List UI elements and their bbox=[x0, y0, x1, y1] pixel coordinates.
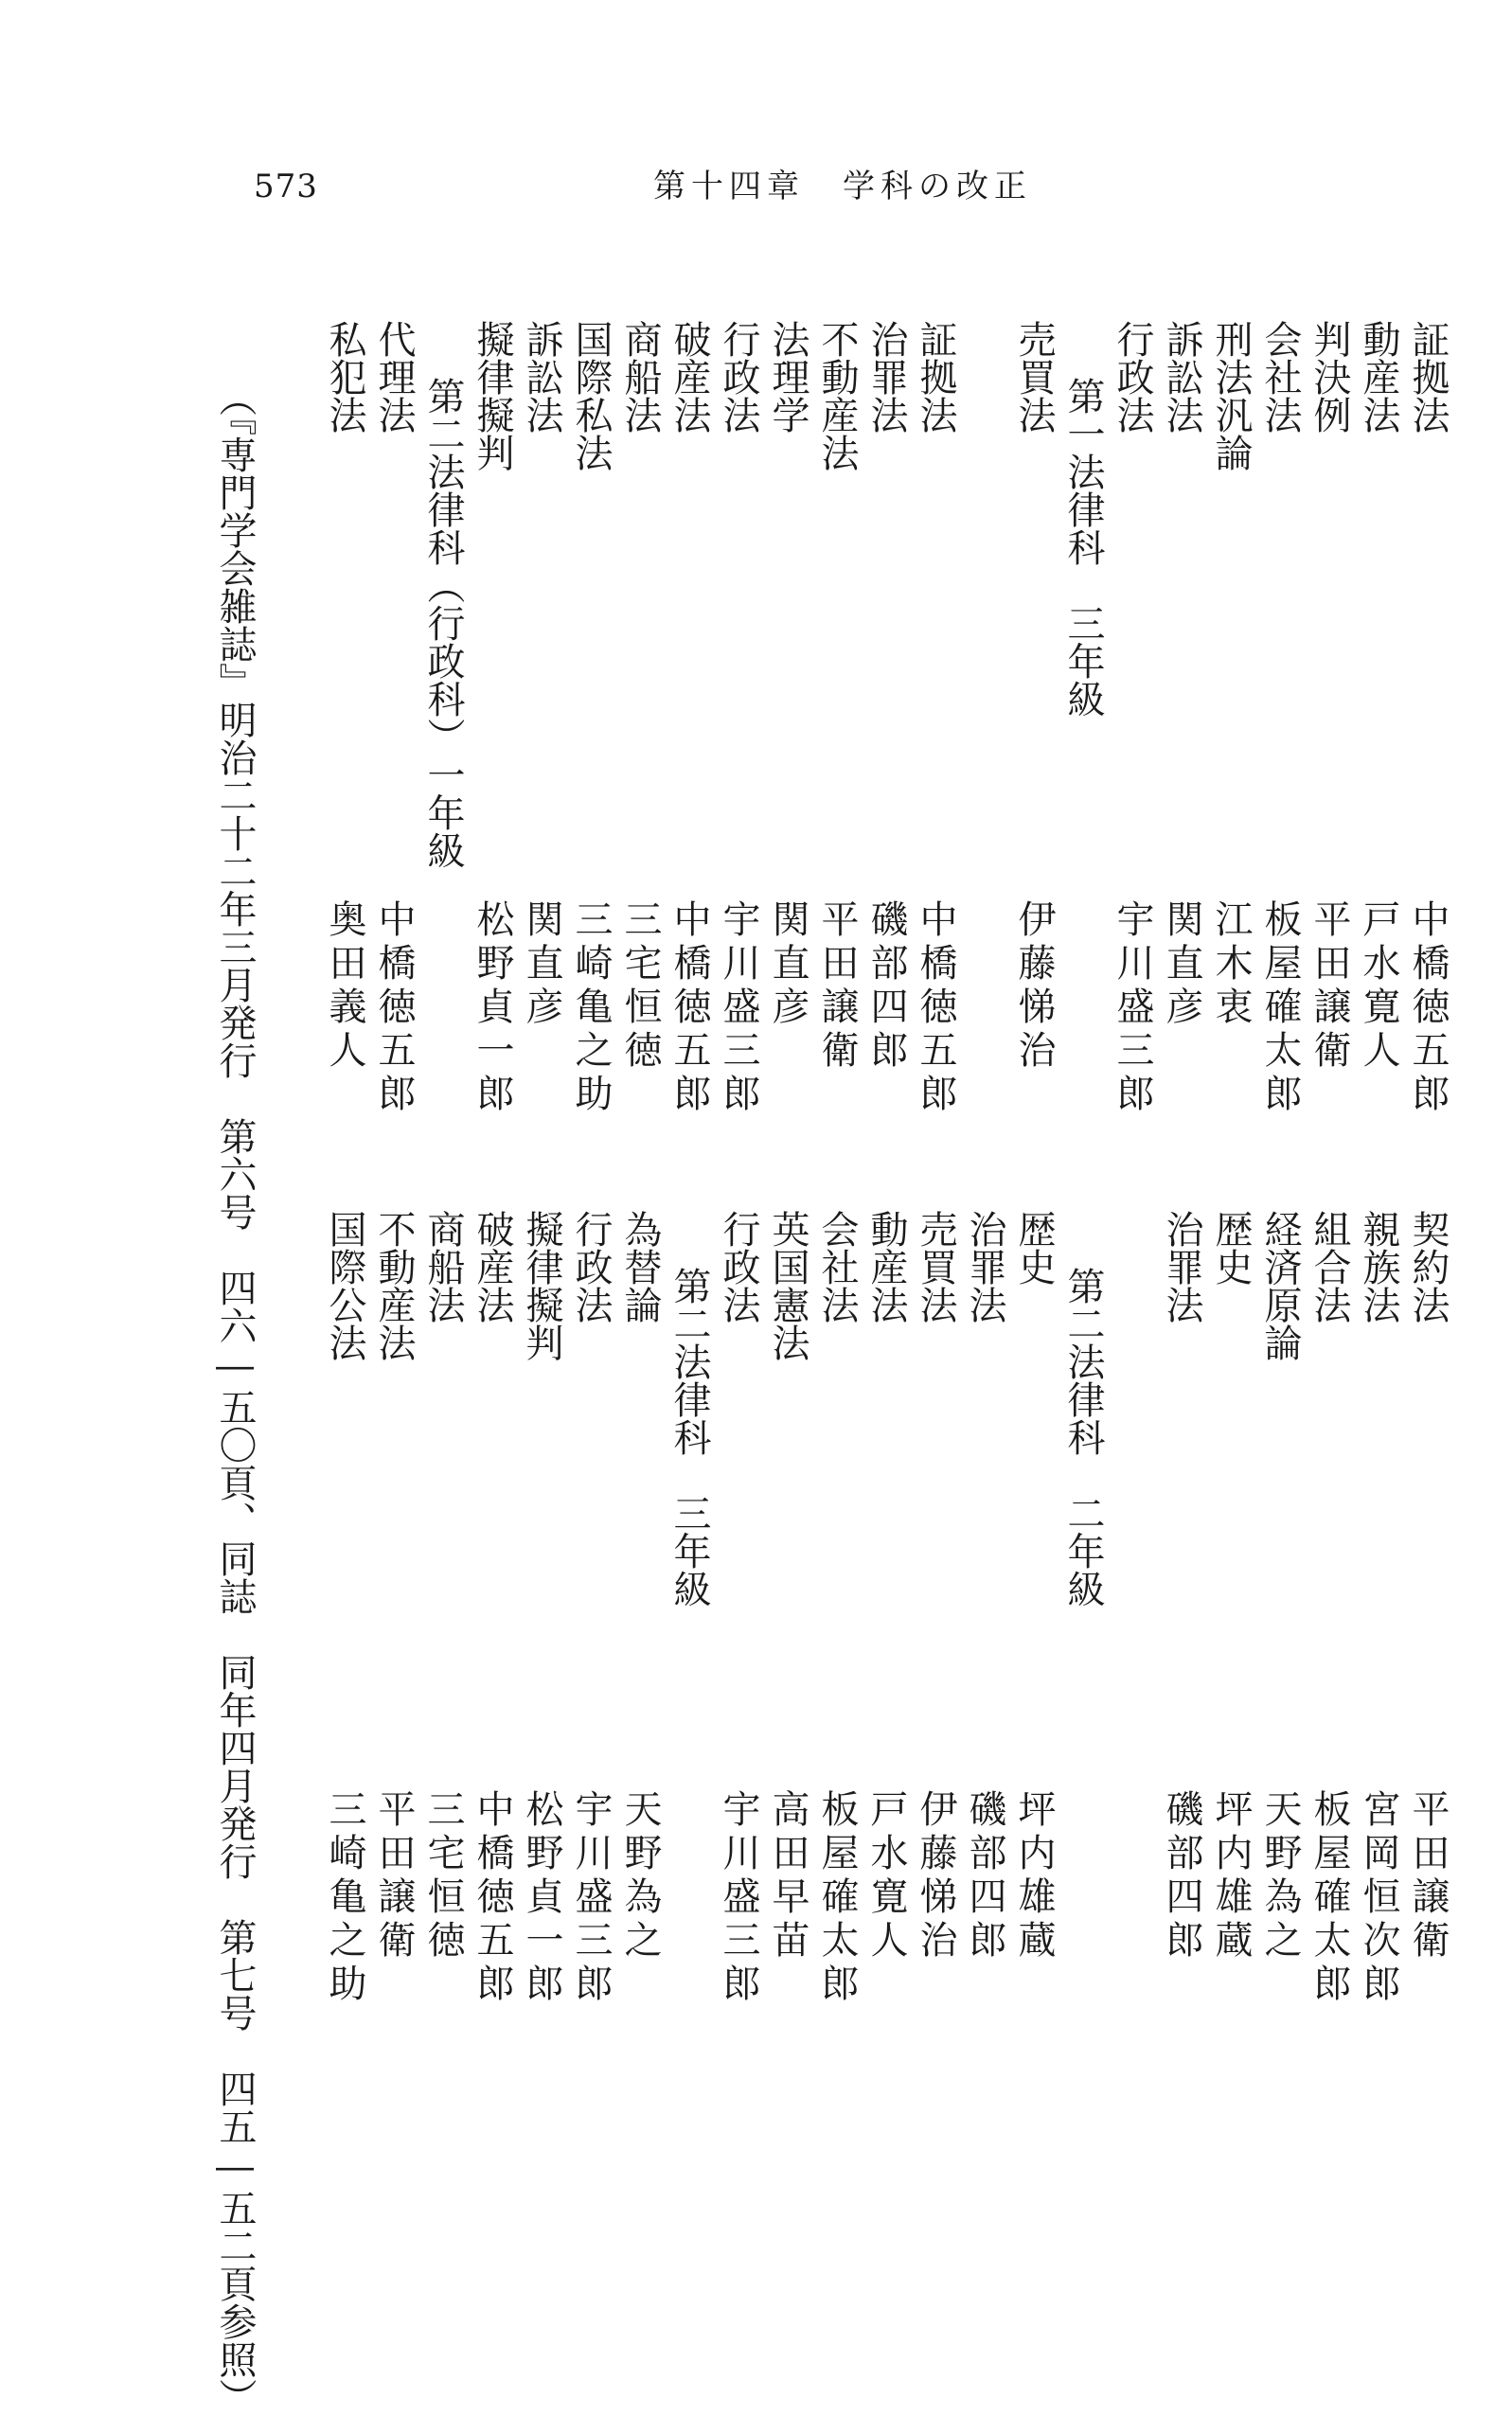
teacher-cell: 戸水寛人 bbox=[864, 1789, 908, 1963]
subject-cell: 証拠法 bbox=[1406, 320, 1450, 434]
teacher-cell: 天野為之 bbox=[618, 1789, 662, 1963]
subject-cell: 歴史 bbox=[1209, 1210, 1253, 1286]
teacher-cell: 三崎亀之助 bbox=[569, 899, 613, 1117]
text-column bbox=[956, 0, 1013, 2347]
teacher-cell: 奥田義人 bbox=[323, 899, 366, 1074]
section-heading: 第二法律科 三年級 bbox=[667, 1267, 711, 1608]
text-column bbox=[1301, 0, 1358, 2347]
teacher-cell: 磯部四郎 bbox=[963, 1789, 1006, 1963]
teacher-cell: 三崎亀之助 bbox=[323, 1789, 366, 2007]
subject-cell: 売買法 bbox=[1012, 320, 1056, 434]
teacher-cell: 中橋徳五郎 bbox=[1406, 899, 1450, 1117]
subject-cell: 組合法 bbox=[1307, 1210, 1351, 1323]
subject-cell: 判決例 bbox=[1307, 320, 1351, 434]
subject-cell: 破産法 bbox=[667, 320, 711, 434]
subject-cell: 行政法 bbox=[717, 320, 760, 434]
text-column bbox=[562, 0, 619, 2347]
text-column bbox=[1399, 0, 1456, 2347]
text-column bbox=[365, 0, 422, 2347]
teacher-cell: 宇川盛三郎 bbox=[717, 899, 760, 1117]
teacher-cell: 松野貞一郎 bbox=[520, 1789, 563, 2007]
subject-cell: 英国憲法 bbox=[766, 1210, 809, 1361]
subject-cell: 治罪法 bbox=[1160, 1210, 1203, 1323]
subject-cell: 商船法 bbox=[421, 1210, 465, 1323]
teacher-cell: 板屋確太郎 bbox=[1307, 1789, 1351, 2007]
subject-cell: 行政法 bbox=[569, 1210, 613, 1323]
teacher-cell: 宇川盛三郎 bbox=[717, 1789, 760, 2007]
teacher-cell: 三宅恒徳 bbox=[618, 899, 662, 1074]
subject-cell: 治罪法 bbox=[864, 320, 908, 434]
text-column bbox=[316, 0, 373, 2347]
teacher-cell: 三宅恒徳 bbox=[421, 1789, 465, 1963]
teacher-cell: 平田譲衛 bbox=[1307, 899, 1351, 1074]
subject-cell: 国際私法 bbox=[569, 320, 613, 471]
subject-cell: 商船法 bbox=[618, 320, 662, 434]
teacher-cell: 戸水寛人 bbox=[1357, 899, 1400, 1074]
subject-cell: 治罪法 bbox=[963, 1210, 1006, 1323]
source-citation: （『専門学会雑誌』明治二十二年三月発行 第六号 四六―五〇頁、同誌 同年四月発行 第七号 四五―五二頁参照） bbox=[213, 379, 257, 2416]
text-column bbox=[1252, 0, 1308, 2347]
teacher-cell: 磯部四郎 bbox=[864, 899, 908, 1074]
teacher-cell: 磯部四郎 bbox=[1160, 1789, 1203, 1963]
text-column bbox=[858, 0, 915, 2347]
running-head: 第十四章 学科の改正 bbox=[653, 168, 1032, 205]
teacher-cell: 高田早苗 bbox=[766, 1789, 809, 1963]
subject-cell: 不動産法 bbox=[815, 320, 859, 471]
subject-cell: 会社法 bbox=[1258, 320, 1302, 434]
teacher-cell: 板屋確太郎 bbox=[1258, 899, 1302, 1117]
teacher-cell: 松野貞一郎 bbox=[471, 899, 514, 1117]
subject-cell: 行政法 bbox=[1111, 320, 1154, 434]
text-column bbox=[907, 0, 964, 2347]
teacher-cell: 宮岡恒次郎 bbox=[1357, 1789, 1400, 2007]
subject-cell: 国際公法 bbox=[323, 1210, 366, 1361]
text-column bbox=[415, 0, 471, 2347]
teacher-cell: 関直彦 bbox=[520, 899, 563, 1030]
teacher-cell: 中橋徳五郎 bbox=[914, 899, 957, 1117]
teacher-cell: 中橋徳五郎 bbox=[667, 899, 711, 1117]
text-column bbox=[661, 0, 718, 2347]
teacher-cell: 関直彦 bbox=[1160, 899, 1203, 1030]
text-column bbox=[759, 0, 816, 2347]
text-column bbox=[1153, 0, 1210, 2347]
subject-cell: 法理学 bbox=[766, 320, 809, 434]
text-column bbox=[1202, 0, 1259, 2347]
subject-cell: 歴史 bbox=[1012, 1210, 1056, 1286]
teacher-cell: 平田譲衛 bbox=[372, 1789, 416, 1963]
text-column bbox=[1055, 0, 1112, 2347]
teacher-cell: 伊藤悌治 bbox=[914, 1789, 957, 1963]
text-column bbox=[513, 0, 570, 2347]
teacher-cell: 坪内雄蔵 bbox=[1209, 1789, 1253, 1963]
text-column bbox=[1104, 0, 1161, 2347]
text-column bbox=[710, 0, 767, 2347]
section-heading: 第二法律科（行政科）一年級 bbox=[421, 377, 465, 869]
subject-cell: 刑法汎論 bbox=[1209, 320, 1253, 471]
teacher-cell: 平田譲衛 bbox=[1406, 1789, 1450, 1963]
subject-cell: 会社法 bbox=[815, 1210, 859, 1323]
section-heading: 第二法律科 二年級 bbox=[1061, 1267, 1105, 1608]
subject-cell: 擬律擬判 bbox=[471, 320, 514, 471]
section-heading: 第一法律科 三年級 bbox=[1061, 377, 1105, 718]
teacher-cell: 天野為之 bbox=[1258, 1789, 1302, 1963]
subject-cell: 証拠法 bbox=[914, 320, 957, 434]
subject-cell: 代理法 bbox=[372, 320, 416, 434]
subject-cell: 訴訟法 bbox=[520, 320, 563, 434]
text-column bbox=[612, 0, 668, 2347]
subject-cell: 為替論 bbox=[618, 1210, 662, 1323]
text-column bbox=[1350, 0, 1407, 2347]
teacher-cell: 平田譲衛 bbox=[815, 899, 859, 1074]
page-number: 573 bbox=[254, 168, 318, 205]
teacher-cell: 江木衷 bbox=[1209, 899, 1253, 1030]
subject-cell: 不動産法 bbox=[372, 1210, 416, 1361]
teacher-cell: 中橋徳五郎 bbox=[372, 899, 416, 1117]
subject-cell: 売買法 bbox=[914, 1210, 957, 1323]
teacher-cell: 宇川盛三郎 bbox=[569, 1789, 613, 2007]
subject-cell: 訴訟法 bbox=[1160, 320, 1203, 434]
text-column bbox=[1005, 0, 1062, 2347]
subject-cell: 行政法 bbox=[717, 1210, 760, 1323]
subject-cell: 親族法 bbox=[1357, 1210, 1400, 1323]
teacher-cell: 中橋徳五郎 bbox=[471, 1789, 514, 2007]
teacher-cell: 伊藤悌治 bbox=[1012, 899, 1056, 1074]
subject-cell: 破産法 bbox=[471, 1210, 514, 1323]
subject-cell: 経済原論 bbox=[1258, 1210, 1302, 1361]
teacher-cell: 坪内雄蔵 bbox=[1012, 1789, 1056, 1963]
teacher-cell: 宇川盛三郎 bbox=[1111, 899, 1154, 1117]
subject-cell: 契約法 bbox=[1406, 1210, 1450, 1323]
subject-cell: 動産法 bbox=[1357, 320, 1400, 434]
text-column bbox=[464, 0, 521, 2347]
teacher-cell: 板屋確太郎 bbox=[815, 1789, 859, 2007]
subject-cell: 動産法 bbox=[864, 1210, 908, 1323]
subject-cell: 擬律擬判 bbox=[520, 1210, 563, 1361]
teacher-cell: 関直彦 bbox=[766, 899, 809, 1030]
text-column bbox=[809, 0, 865, 2347]
subject-cell: 私犯法 bbox=[323, 320, 366, 434]
